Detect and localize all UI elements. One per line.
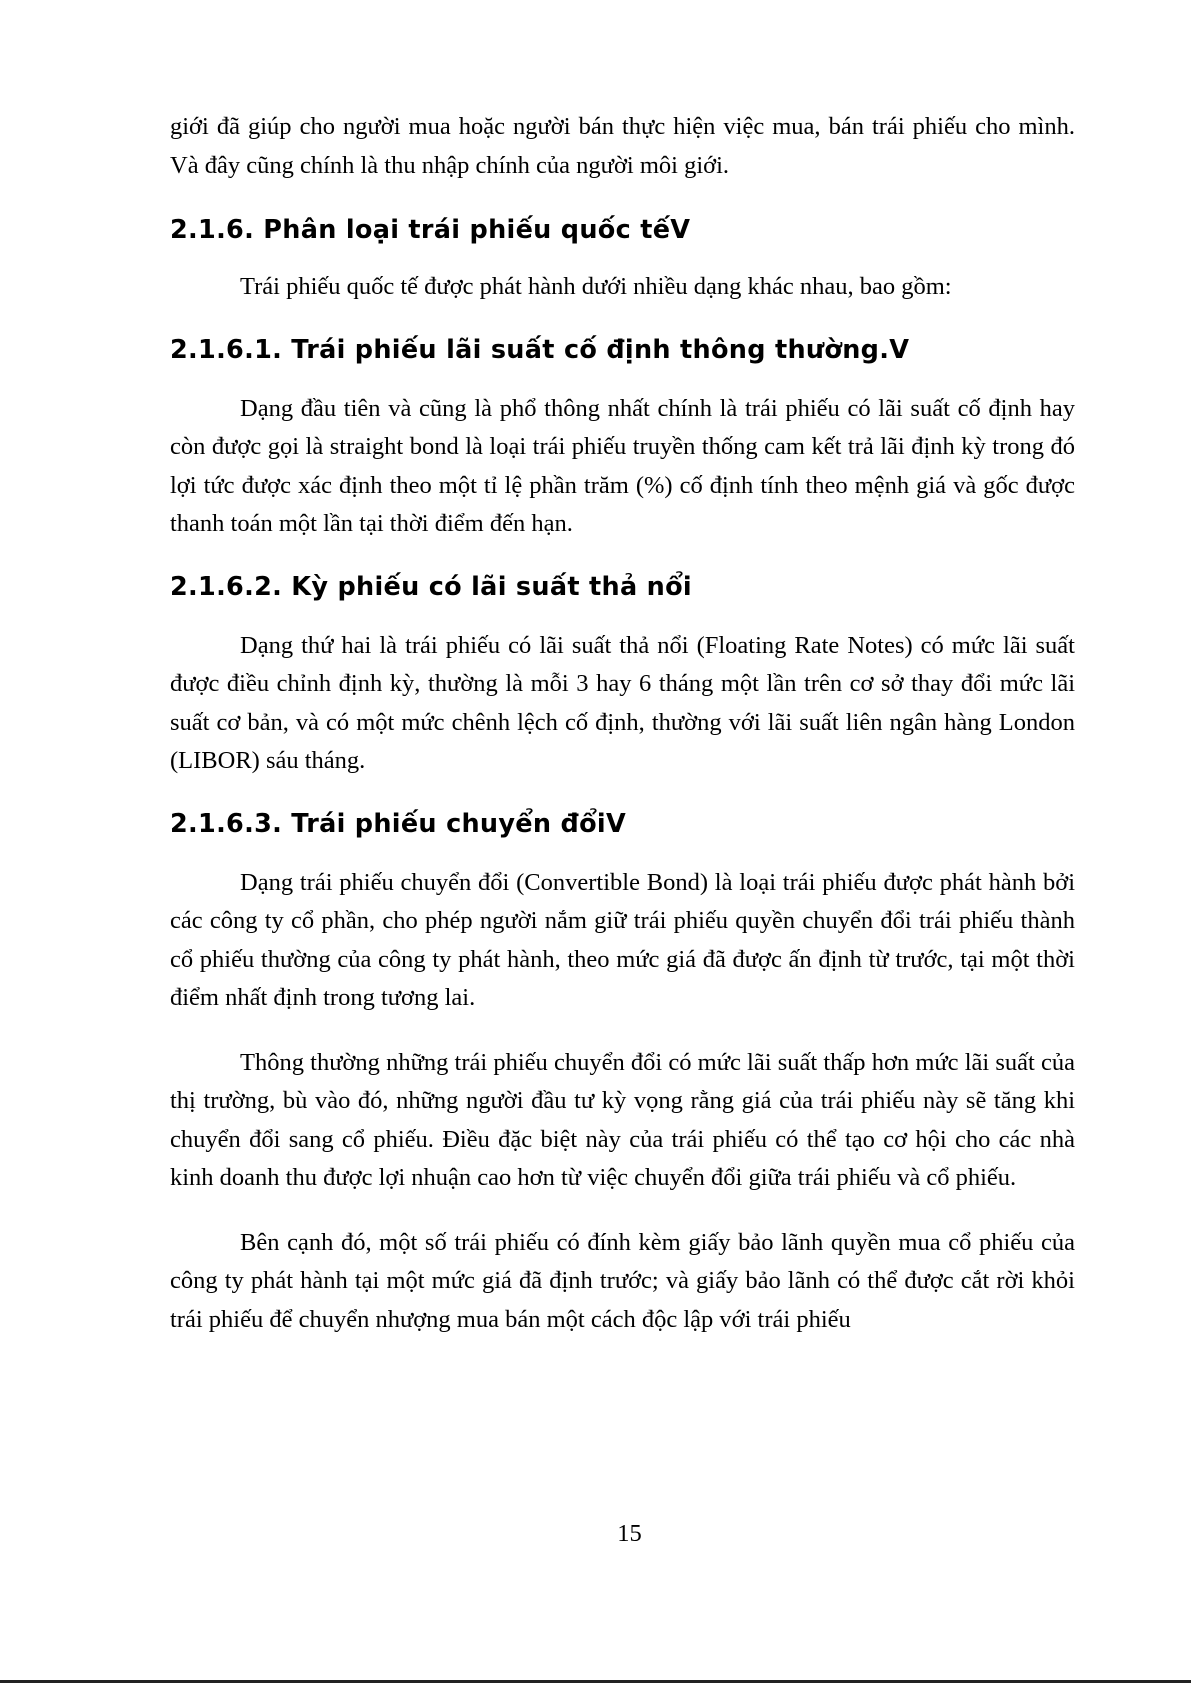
- section-paragraph-2-1-6-2: Dạng thứ hai là trái phiếu có lãi suất thả nổi (Floating Rate Notes) có mức lãi suất được điều chỉnh định kỳ, thường là mỗi 3 hay 6 tháng một lần trên cơ sở thay đổi mức lãi suất cơ bản, và có một mức chênh lệch cố định, thường với lãi suất liên ngân hàng London (LIBOR) sáu tháng.: [170, 631, 1075, 774]
- section-paragraph-2-1-6-3-c: Bên cạnh đó, một số trái phiếu có đính kèm giấy bảo lãnh quyền mua cổ phiếu của công ty phát hành tại một mức giá đã định trước; và giấy bảo lãnh có thể được cắt rời khỏi trái phiếu để chuyển nhượng mua bán một cách độc lập với trái phiếu: [170, 1228, 1075, 1333]
- document-page: [170, 108, 1075, 1339]
- section-paragraph-2-1-6-3-a: Dạng trái phiếu chuyển đổi (Convertible Bond) là loại trái phiếu được phát hành bởi các công ty cổ phần, cho phép người nắm giữ trái phiếu quyền chuyển đổi trái phiếu thành cổ phiếu thường của công ty phát hành, theo mức giá đã được ấn định từ trước, tại một thời điểm nhất định trong tương lai.: [170, 868, 1075, 1011]
- intro-paragraph: giới đã giúp cho người mua hoặc người bán thực hiện việc mua, bán trái phiếu cho mình. Và đây cũng chính là thu nhập chính của người môi giới.: [170, 113, 1075, 179]
- section-heading-2-1-6: 2.1.6. Phân loại trái phiếu quốc tếV: [170, 215, 691, 245]
- section-heading-2-1-6-3: 2.1.6.3. Trái phiếu chuyển đổiV: [170, 808, 626, 839]
- section-paragraph-2-1-6: Trái phiếu quốc tế được phát hành dưới nhiều dạng khác nhau, bao gồm:: [240, 273, 952, 300]
- section-paragraph-2-1-6-1: Dạng đầu tiên và cũng là phổ thông nhất chính là trái phiếu có lãi suất cố định hay còn được gọi là straight bond là loại trái phiếu truyền thống cam kết trả lãi định kỳ trong đó lợi tức được xác định theo một tỉ lệ phần trăm (%) cố định tính theo mệnh giá và gốc được thanh toán một lần tại thời điểm đến hạn.: [170, 394, 1075, 537]
- bottom-divider: [0, 1680, 1191, 1683]
- section-paragraph-2-1-6-3-b: Thông thường những trái phiếu chuyển đổi có mức lãi suất thấp hơn mức lãi suất của thị trường, bù vào đó, những người đầu tư kỳ vọng rằng giá của trái phiếu này sẽ tăng khi chuyển đổi sang cổ phiếu. Điều đặc biệt này của trái phiếu có thể tạo cơ hội cho các nhà kinh doanh thu được lợi nhuận cao hơn từ việc chuyển đổi giữa trái phiếu và cổ phiếu.: [170, 1048, 1075, 1191]
- section-heading-2-1-6-1: 2.1.6.1. Trái phiếu lãi suất cố định thông thường.V: [170, 334, 910, 365]
- page-number: 15: [617, 1520, 642, 1547]
- section-heading-2-1-6-2: 2.1.6.2. Kỳ phiếu có lãi suất thả nổi: [170, 571, 692, 602]
